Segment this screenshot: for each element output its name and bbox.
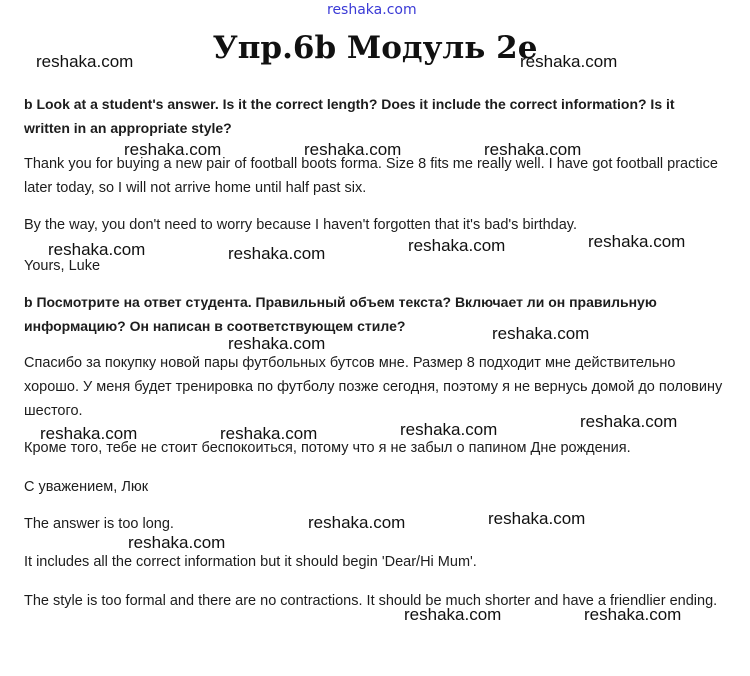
watermark: reshaka.com (588, 232, 686, 251)
watermark: reshaka.com (492, 324, 590, 343)
watermark: reshaka.com (40, 424, 138, 443)
russian-question: b Посмотрите на ответ студента. Правильный объем текста? Включает ли он правильную информацию? Он написан в соответствующем стиле? (24, 294, 657, 334)
watermark: reshaka.com (400, 420, 498, 439)
watermark: reshaka.com (408, 236, 506, 255)
site-link[interactable]: reshaka.com (327, 2, 417, 18)
english-letter-paragraph-1: Thank you for buying a new pair of football boots forma. Size 8 fits me really well. I have got football practice later today, so I will not arrive home until half past six. (24, 156, 718, 196)
answer-style: The style is too formal and there are no contractions. It should be much shorter and have a friendlier ending. (24, 593, 718, 609)
answer-information: It includes all the correct information but it should begin 'Dear/Hi Mum'. (24, 554, 477, 570)
english-question: b Look at a student's answer. Is it the correct length? Does it include the correct information? Is it written in an appropriate style? (24, 96, 675, 136)
watermark: reshaka.com (124, 140, 222, 159)
answer-length: The answer is too long. (24, 516, 174, 532)
watermark: reshaka.com (308, 513, 406, 532)
watermark: reshaka.com (304, 140, 402, 159)
watermark: reshaka.com (520, 52, 618, 71)
watermark: reshaka.com (220, 424, 318, 443)
russian-letter-signoff: С уважением, Люк (24, 479, 149, 495)
watermark: reshaka.com (36, 52, 134, 71)
watermark: reshaka.com (484, 140, 582, 159)
english-letter-signoff: Yours, Luke (24, 258, 101, 274)
watermark: reshaka.com (228, 334, 326, 353)
russian-letter-paragraph-1: Спасибо за покупку новой пары футбольных бутсов мне. Размер 8 подходит мне действительно хорошо. У меня будет тренировка по футболу позже сегодня, поэтому я не вернусь домой до половину шестого. (24, 355, 723, 419)
russian-letter-paragraph-2: Кроме того, тебе не стоит беспокоиться, потому что я не забыл о папином Дне рождения. (24, 440, 631, 456)
watermark: reshaka.com (488, 509, 586, 528)
watermark: reshaka.com (228, 244, 326, 263)
watermark: reshaka.com (128, 533, 226, 552)
watermark: reshaka.com (48, 240, 146, 259)
watermark: reshaka.com (404, 605, 502, 624)
english-letter-paragraph-2: By the way, you don't need to worry because I haven't forgotten that it's bad's birthday. (24, 217, 577, 233)
watermark: reshaka.com (580, 412, 678, 431)
page-title: Упр.6b Модуль 2е (212, 30, 538, 66)
watermark: reshaka.com (584, 605, 682, 624)
